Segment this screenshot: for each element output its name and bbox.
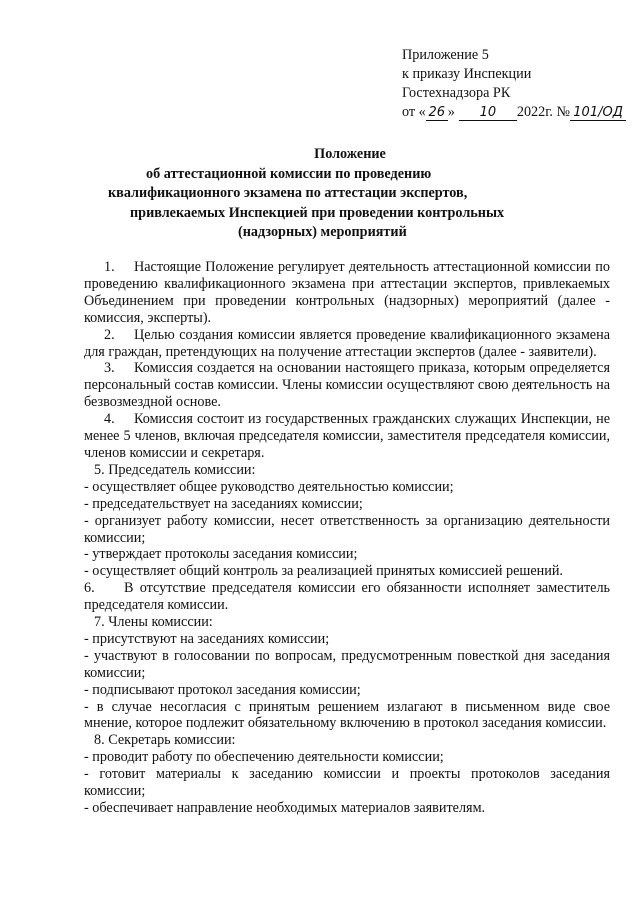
p5-item-4: - утверждает протоколы заседания комиссии;: [84, 546, 358, 563]
paragraph-7-heading: 7. Члены комиссии:: [94, 614, 213, 631]
title-line-1: об аттестационной комиссии по проведению: [146, 165, 432, 182]
p8-item-1: - проводит работу по обеспечению деятельности комиссии;: [84, 749, 444, 766]
paragraph-number: 4.: [104, 411, 115, 428]
document-title: [60, 145, 600, 243]
appendix-block: [402, 46, 626, 122]
p8-item-3: - обеспечивает направление необходимых материалов заявителям.: [84, 800, 486, 816]
appendix-date-line: [402, 103, 626, 122]
paragraph-5-heading: 5. Председатель комиссии:: [94, 461, 256, 478]
date-day: 26: [426, 106, 448, 121]
paragraph-4: [84, 411, 610, 462]
p5-item-1: - осуществляет общее руководство деятельностью комиссии;: [84, 478, 454, 495]
paragraph-6: [84, 580, 610, 614]
p5-item-3: - организует работу комиссии, несет ответственность за организацию деятельности комиссии;: [84, 512, 610, 546]
title-line-2: квалификационного экзамена по аттестации экспертов,: [108, 185, 468, 201]
appendix-line-1: Приложение 5: [402, 47, 489, 63]
paragraph-number: 1.: [104, 259, 115, 275]
paragraph-1: [84, 259, 610, 327]
paragraph-number: 6.: [84, 580, 95, 597]
paragraph-text: Комиссия создается на основании настоящего приказа, которым определяется персональный состав комиссии. Члены комиссии осуществляют свою деятельность на безвозмездной основе.: [84, 360, 610, 411]
paragraph-text: Комиссия состоит из государственных гражданских служащих Инспекции, не менее 5 членов, включая председателя комиссии, заместителя председателя комиссии, членов комиссии и секретаря.: [84, 411, 610, 461]
appendix-line-2: к приказу Инспекции: [402, 66, 532, 82]
appendix-line-3: Гостехнадзора РК: [402, 85, 511, 101]
date-year: 2022г. №: [516, 104, 571, 120]
document-body: [84, 259, 610, 817]
date-month: 10: [459, 106, 517, 121]
paragraph-2: [84, 327, 610, 361]
date-mid: »: [447, 104, 455, 120]
date-number: 101/ОД: [570, 106, 626, 121]
p8-item-2: - готовит материалы к заседанию комиссии и проекты протоколов заседания комиссии;: [84, 766, 610, 800]
date-prefix: от «: [402, 104, 426, 120]
paragraph-text: Настоящие Положение регулирует деятельность аттестационной комиссии по проведению квалификационного экзамена при аттестации экспертов, привлекаемых Объединением при проведении контрольных (надзорных) мероприятий (далее - комиссия, эксперты).: [84, 259, 610, 326]
p5-item-5: - осуществляет общий контроль за реализацией принятых комиссией решений.: [84, 563, 563, 580]
title-line-3: привлекаемых Инспекцией при проведении контрольных: [130, 204, 505, 221]
p5-item-2: - председательствует на заседаниях комиссии;: [84, 495, 363, 512]
paragraph-number: 2.: [104, 326, 115, 343]
paragraph-3: [84, 360, 610, 411]
p7-item-2: - участвуют в голосовании по вопросам, предусмотренным повесткой дня заседания комиссии;: [84, 647, 610, 681]
title-line-4: (надзорных) мероприятий: [238, 224, 407, 240]
paragraph-text: Целью создания комиссии является проведение квалификационного экзамена для граждан, претендующих на получение аттестации экспертов (далее - заявители).: [84, 326, 610, 360]
p7-item-3: - подписывают протокол заседания комиссии;: [84, 681, 361, 698]
p7-item-1: - присутствуют на заседаниях комиссии;: [84, 630, 330, 647]
paragraph-text: В отсутствие председателя комиссии его обязанности исполняет заместитель председателя комиссии.: [84, 580, 610, 614]
paragraph-number: 3.: [104, 360, 115, 377]
p7-item-4: - в случае несогласия с принятым решением излагают в письменном виде свое мнение, которое подлежит обязательному включению в протокол заседания комиссии.: [84, 698, 610, 732]
title-line-0: Положение: [314, 146, 386, 162]
paragraph-8-heading: 8. Секретарь комиссии:: [94, 732, 236, 749]
